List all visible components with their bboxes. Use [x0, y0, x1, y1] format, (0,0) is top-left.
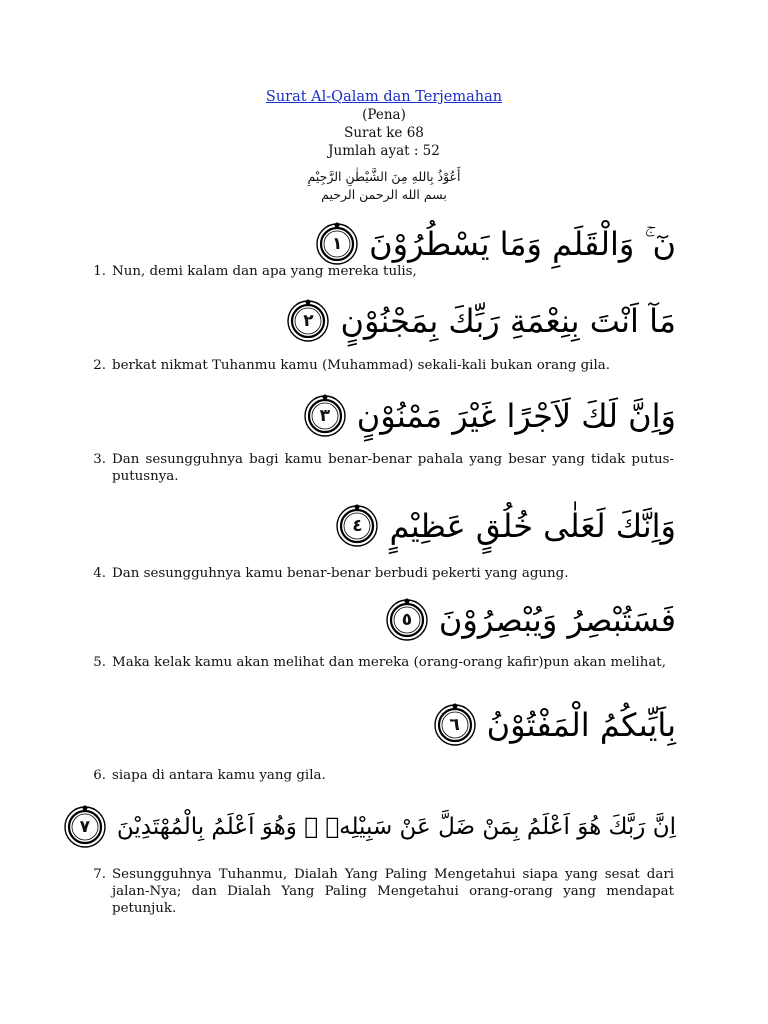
- ayah-3-arabic-row: [303, 388, 676, 444]
- translation-6-number: 6.: [93, 768, 106, 783]
- ayah-4-arabic: وَاِنَّكَ لَعَلٰى خُلُقٍ عَظِيْمٍ: [389, 507, 676, 545]
- translation-5: [93, 654, 674, 671]
- ayah-5-arabic: فَسَتُبْصِرُ وَيُبْصِرُوْنَ: [438, 601, 676, 639]
- surah-number: Surat ke 68: [344, 125, 424, 141]
- ayah-1-marker-icon: [315, 222, 359, 266]
- ayah-2-marker-icon: [286, 299, 330, 343]
- translation-3-number: 3.: [93, 452, 106, 467]
- ayah-2-arabic-row: [286, 293, 676, 349]
- translation-1-number: 1.: [93, 264, 106, 279]
- ayah-7-marker-number: ٧: [79, 817, 91, 837]
- document-header: [0, 86, 768, 160]
- document-title-link[interactable]: Surat Al-Qalam dan Terjemahan: [265, 89, 503, 105]
- translation-6: [93, 767, 674, 784]
- ayah-6-marker-number: ٦: [449, 715, 460, 735]
- translation-2-number: 2.: [93, 358, 106, 373]
- translation-3-text: Dan sesungguhnya bagi kamu benar-benar pahala yang besar yang tidak putus-putusnya.: [112, 452, 674, 484]
- translation-7: [93, 866, 674, 917]
- translation-2-text: berkat nikmat Tuhanmu kamu (Muhammad) sekali-kali bukan orang gila.: [112, 358, 610, 373]
- ayah-5-arabic-row: [385, 592, 676, 648]
- surah-subtitle: (Pena): [362, 107, 406, 123]
- translation-4-number: 4.: [93, 566, 106, 581]
- translation-7-text: Sesungguhnya Tuhanmu, Dialah Yang Paling Mengetahui siapa yang sesat dari jalan-Nya; dan Dialah Yang Paling Mengetahui orang-orang yang mendapat petunjuk.: [112, 867, 674, 916]
- ayah-6-marker-icon: [433, 703, 477, 747]
- ayah-7-arabic: اِنَّ رَبَّكَ هُوَ اَعْلَمُ بِمَنْ ضَلَّ عَنْ سَبِيْلِهٖ ۖ وَهُوَ اَعْلَمُ بِالْمُهْتَدِيْنَ: [116, 814, 676, 840]
- translation-5-text: Maka kelak kamu akan melihat dan mereka (orang-orang kafir)pun akan melihat,: [112, 655, 666, 670]
- translation-4: [93, 565, 674, 582]
- ayah-3-marker-number: ٣: [319, 406, 330, 426]
- ayah-5-marker-number: ٥: [401, 610, 413, 630]
- translation-2: [93, 357, 674, 374]
- ayah-2-arabic: مَآ اَنْتَ بِنِعْمَةِ رَبِّكَ بِمَجْنُوْنٍ: [340, 302, 676, 340]
- ayah-1-arabic: نٓ ۚ وَالْقَلَمِ وَمَا يَسْطُرُوْنَ: [369, 225, 676, 263]
- ayah-2-marker-number: ٢: [303, 311, 314, 331]
- ayah-3-arabic: وَاِنَّ لَكَ لَاَجْرًا غَيْرَ مَمْنُوْنٍ: [356, 397, 676, 435]
- translation-7-number: 7.: [93, 867, 106, 882]
- ayah-6-arabic-row: [433, 697, 676, 753]
- ayah-6-arabic: بِاَيِّىكُمُ الْمَفْتُوْنُ: [486, 706, 676, 744]
- ayah-1-marker-number: ١: [331, 234, 343, 254]
- translation-1: [93, 263, 674, 280]
- ayah-5-marker-icon: [385, 598, 429, 642]
- translation-6-text: siapa di antara kamu yang gila.: [112, 768, 326, 783]
- taawudz-line: أَعُوْذُ بِاللهِ مِنَ الشَّيْطٰنِ الرَّجِيْمِ: [307, 169, 461, 184]
- translation-4-text: Dan sesungguhnya kamu benar-benar berbudi pekerti yang agung.: [112, 566, 569, 581]
- translation-1-text: Nun, demi kalam dan apa yang mereka tulis,: [112, 264, 417, 279]
- ayat-count: Jumlah ayat : 52: [328, 143, 440, 159]
- ayah-4-arabic-row: [335, 498, 676, 554]
- ayah-7-marker-icon: [63, 805, 107, 849]
- ayah-4-marker-icon: [335, 504, 379, 548]
- ayah-7-arabic-row: [63, 799, 676, 855]
- translation-3: [93, 451, 674, 485]
- ayah-4-marker-number: ٤: [352, 516, 363, 536]
- basmala-line: بسم الله الرحمن الرحيم: [321, 187, 447, 202]
- translation-5-number: 5.: [93, 655, 106, 670]
- ayah-3-marker-icon: [303, 394, 347, 438]
